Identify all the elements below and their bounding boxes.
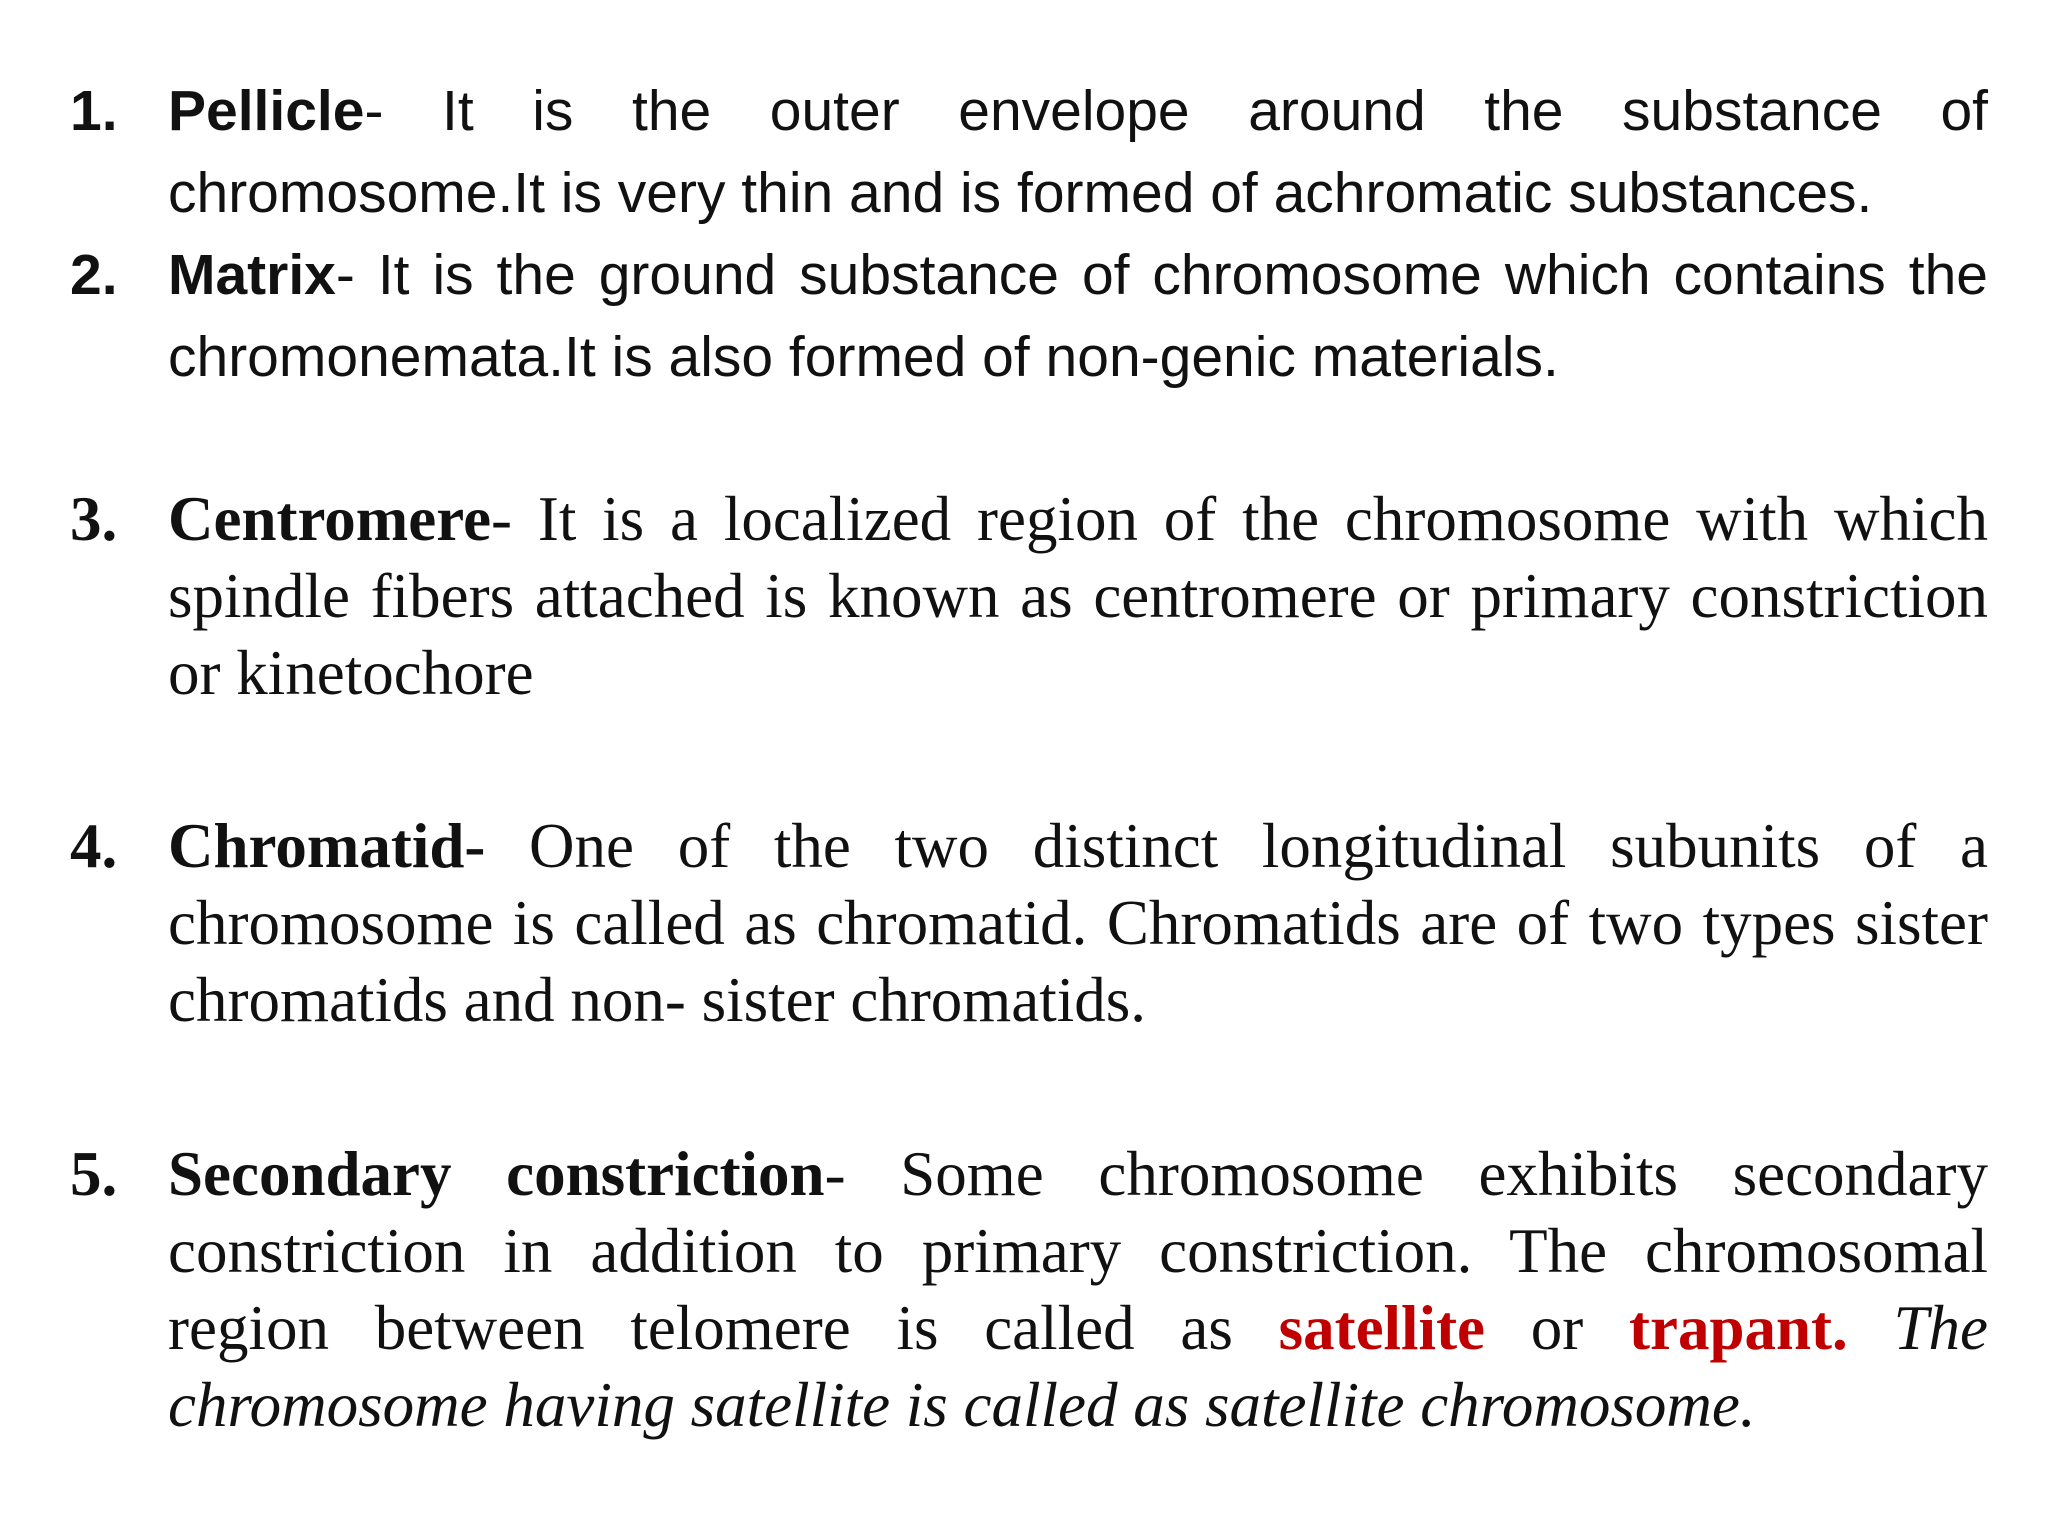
definition-text: Some chromosome exhibits secondary constriction in addition to primary constriction. The chromosomal region between telomere is called as [168,1139,1988,1363]
item-body [168,1136,1988,1444]
definition-text: It is the outer envelope around the substance of chromosome.It is very thin and is formed of achromatic substances. [168,79,1988,225]
highlight-satellite: satellite [1278,1293,1486,1363]
term-secondary-constriction: Secondary constriction [168,1139,825,1209]
definition-text: It is a localized region of the chromosome with which spindle fibers attached is known as centromere or primary constriction or kinetochore [168,484,1988,708]
item-number: 3. [70,484,118,554]
item-number: 2. [70,243,118,307]
italic-note: The chromosome having satellite is called as satellite chromosome. [168,1293,1988,1440]
definition-text: One of the two distinct longitudinal subunits of a chromosome is called as chromatid. Chromatids are of two types sister chromatids and non- sister chromatids. [168,811,1988,1035]
term-dash: - [491,484,513,554]
highlight-trapant: trapant. [1629,1293,1848,1363]
term-dash: - [335,243,355,307]
item-body [168,808,1988,1039]
item-number: 1. [70,79,118,143]
term-pellicle: Pellicle [168,79,365,143]
term-chromatid: Chromatid- [168,811,486,881]
term-dash: - [364,79,384,143]
term-matrix: Matrix [168,243,336,307]
definition-text: It is the ground substance of chromosome which contains the chromonemata.It is also formed of non-genic materials. [168,243,1988,389]
connector-text: or [1485,1293,1629,1363]
item-body [168,481,1988,712]
item-number: 4. [70,811,118,881]
term-dash: - [824,1139,846,1209]
item-body [168,70,1988,234]
item-number: 5. [70,1139,118,1209]
item-body [168,234,1988,398]
term-centromere: Centromere [168,484,492,554]
